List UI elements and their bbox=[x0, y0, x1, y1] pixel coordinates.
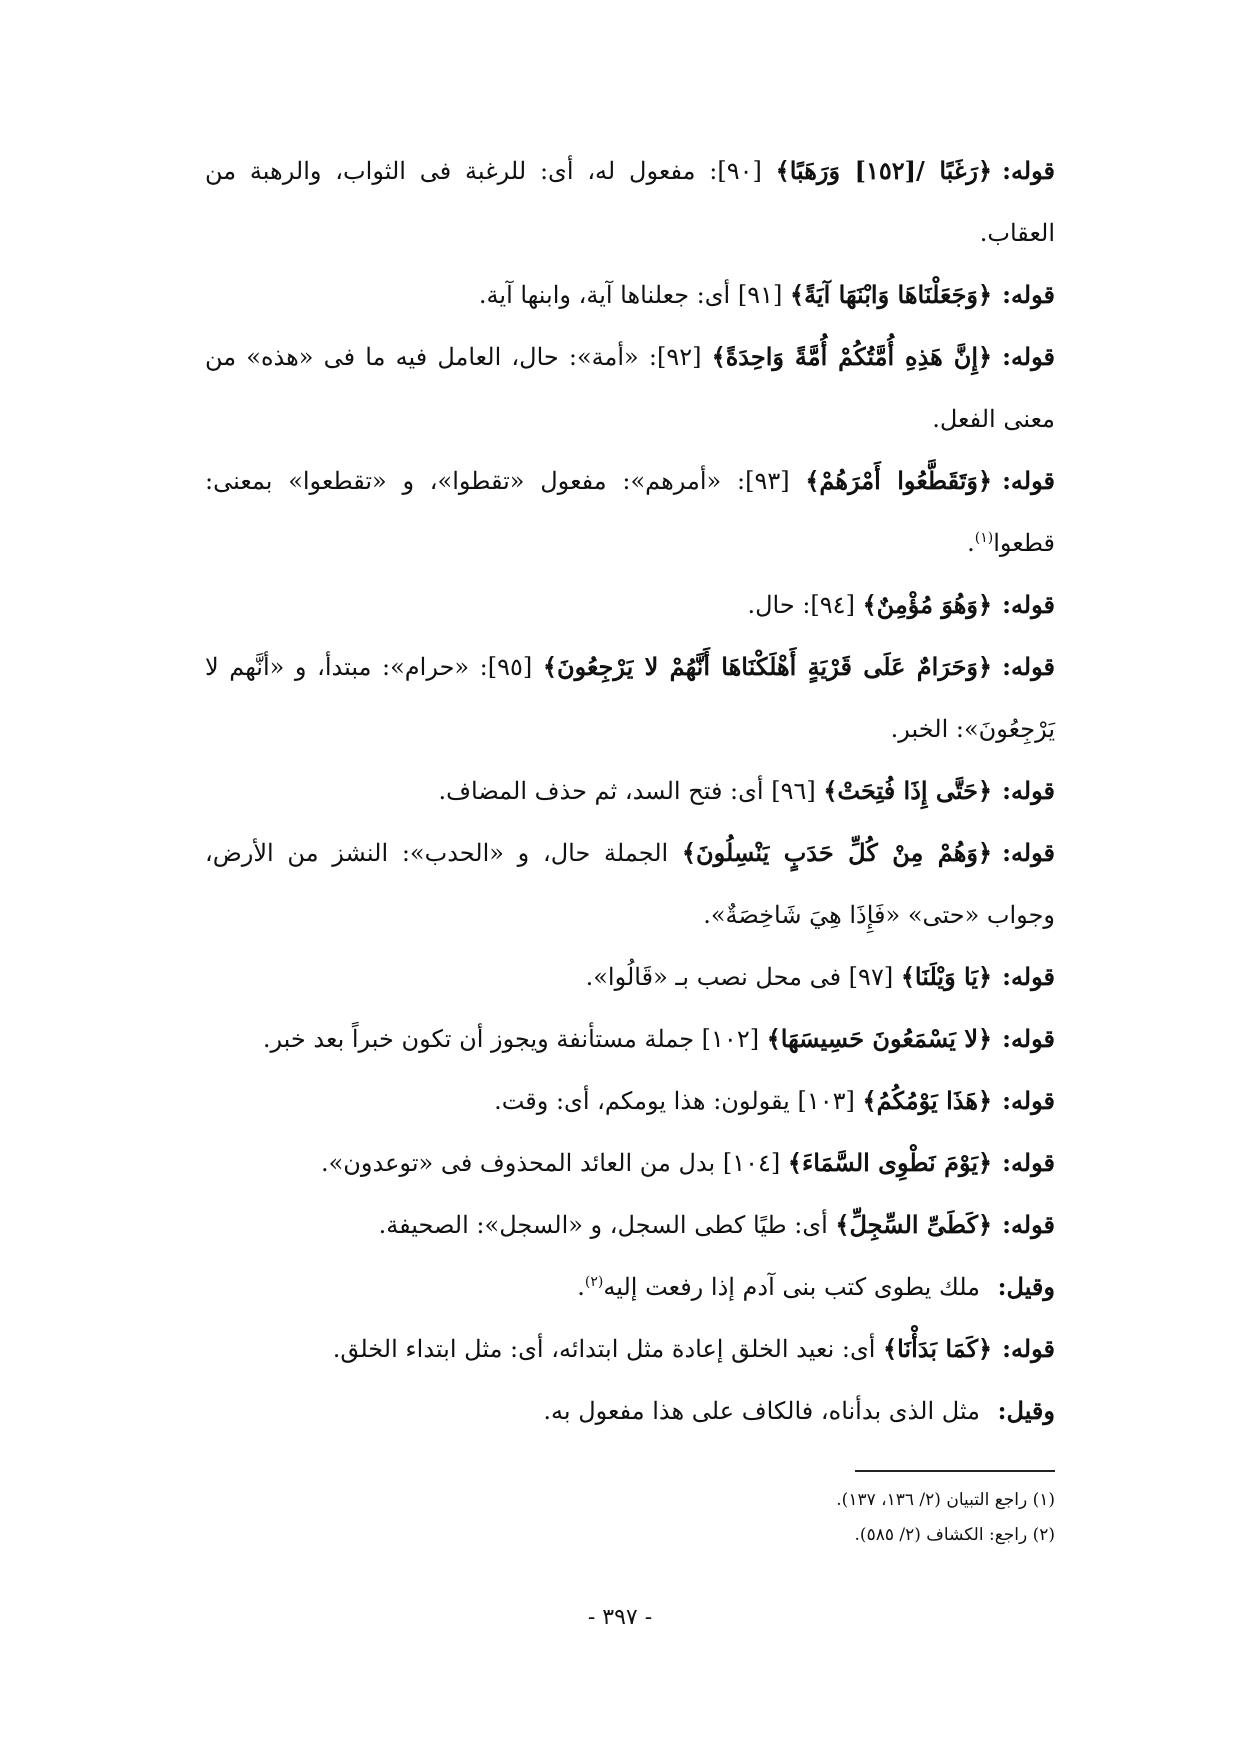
quran-quote: ﴿رَغَبًا /[١٥٢] وَرَهَبًا﴾ bbox=[775, 156, 993, 185]
entry-text: [٩٦] أى: فتح السد، ثم حذف المضاف. bbox=[438, 777, 824, 805]
entry-label: وقيل: bbox=[997, 1396, 1055, 1425]
entry bbox=[205, 1070, 1055, 1132]
quran-quote: ﴿وَجَعَلْنَاهَا وَابْنَهَا آيَةً﴾ bbox=[790, 280, 993, 309]
entry-text: الجملة حال، و «الحدب»: النشز من الأرض، وجواب «حتى» «فَإِذَا هِيَ شَاخِصَةٌ». bbox=[205, 839, 1055, 929]
quran-quote: ﴿هَذَا يَوْمُكُمُ﴾ bbox=[862, 1086, 993, 1115]
quran-quote: ﴿يَا وَيْلَنَا﴾ bbox=[900, 962, 993, 991]
quran-quote: ﴿وَتَقَطَّعُوا أَمْرَهُمْ﴾ bbox=[805, 466, 993, 495]
entry-label: قوله: bbox=[1002, 1334, 1055, 1363]
entry-label: قوله: bbox=[1002, 342, 1055, 371]
main-text bbox=[205, 140, 1055, 1442]
quran-quote: ﴿وَحَرَامٌ عَلَى قَرْيَةٍ أَهْلَكْنَاهَا أَنَّهُمْ لا يَرْجِعُونَ﴾ bbox=[542, 652, 993, 681]
quran-quote: ﴿كَمَا بَدَأْنَا﴾ bbox=[883, 1334, 993, 1363]
entry-text: [٩١] أى: جعلناها آية، وابنها آية. bbox=[478, 281, 790, 309]
entry-text: [٩٥]: «حرام»: مبتدأ، و «أنَّهم لا يَرْجِعُونَ»: الخبر. bbox=[205, 653, 1055, 743]
entry-text: [٩٧] فى محل نصب بـ «قَالُوا». bbox=[585, 963, 901, 991]
entry-text: [٩٢]: «أمة»: حال، العامل فيه ما فى «هذه» من معنى الفعل. bbox=[205, 343, 1055, 433]
entry bbox=[205, 822, 1055, 946]
entry-label: وقيل: bbox=[997, 1272, 1055, 1301]
quran-quote: ﴿كَطَىِّ السِّجِلِّ﴾ bbox=[835, 1210, 993, 1239]
footnote: (١) راجع التبيان (٢/ ١٣٦، ١٣٧). bbox=[836, 1490, 1055, 1510]
footnote-divider bbox=[855, 1470, 1055, 1472]
entry-label: قوله: bbox=[1002, 280, 1055, 309]
page-number: - ٣٩٧ - bbox=[587, 1605, 653, 1630]
entry-label: قوله: bbox=[1002, 1086, 1055, 1115]
entry-label: قوله: bbox=[1002, 590, 1055, 619]
entry-tail: . bbox=[967, 529, 975, 557]
entry bbox=[205, 1318, 1055, 1380]
entry-text: [٩٣]: «أمرهم»: مفعول «تقطوا»، و «تقطعوا» بمعنى: قطعوا bbox=[205, 467, 1055, 557]
footnote-ref: (١) bbox=[974, 530, 994, 546]
entry bbox=[205, 1380, 1055, 1442]
entry bbox=[205, 1008, 1055, 1070]
entry bbox=[205, 946, 1055, 1008]
entry bbox=[205, 1194, 1055, 1256]
entry-text: مثل الذى بدأناه، فالكاف على هذا مفعول به. bbox=[543, 1397, 988, 1425]
entry bbox=[205, 574, 1055, 636]
quran-quote: ﴿لا يَسْمَعُونَ حَسِيسَهَا﴾ bbox=[766, 1024, 993, 1053]
entry-text: ملك يطوى كتب بنى آدم إذا رفعت إليه bbox=[603, 1273, 988, 1301]
entry bbox=[205, 760, 1055, 822]
entry-text: [٩٤]: حال. bbox=[747, 591, 863, 619]
entry-text: [١٠٢] جملة مستأنفة ويجوز أن تكون خبراً بعد خبر. bbox=[262, 1025, 767, 1053]
footnote: (٢) راجع: الكشاف (٢/ ٥٨٥). bbox=[854, 1525, 1055, 1545]
quran-quote: ﴿حَتَّى إِذَا فُتِحَتْ﴾ bbox=[823, 776, 993, 805]
entry-label: قوله: bbox=[1002, 466, 1055, 495]
quran-quote: ﴿وَهُمْ مِنْ كُلِّ حَدَبٍ يَنْسِلُونَ﴾ bbox=[681, 838, 993, 867]
quran-quote: ﴿وَهُوَ مُؤْمِنٌ﴾ bbox=[862, 590, 993, 619]
quran-quote: ﴿يَوْمَ نَطْوِى السَّمَاءَ﴾ bbox=[787, 1148, 993, 1177]
entry bbox=[205, 1132, 1055, 1194]
entry-label: قوله: bbox=[1002, 838, 1055, 867]
entry-label: قوله: bbox=[1002, 1024, 1055, 1053]
entry-text: [٩٠]: مفعول له، أى: للرغبة فى الثواب، والرهبة من العقاب. bbox=[205, 157, 1055, 247]
entry bbox=[205, 140, 1055, 264]
quran-quote: ﴿إِنَّ هَذِهِ أُمَّتُكُمْ أُمَّةً وَاحِدَةً﴾ bbox=[711, 342, 993, 371]
entry-label: قوله: bbox=[1002, 156, 1055, 185]
entry-label: قوله: bbox=[1002, 776, 1055, 805]
entry-text: [١٠٣] يقولون: هذا يومكم، أى: وقت. bbox=[494, 1087, 863, 1115]
entry-label: قوله: bbox=[1002, 652, 1055, 681]
footnote-ref: (٢) bbox=[584, 1274, 604, 1290]
entry bbox=[205, 1256, 1055, 1318]
entry-text: [١٠٤] بدل من العائد المحذوف فى «توعدون». bbox=[320, 1149, 788, 1177]
entry bbox=[205, 450, 1055, 574]
entry-tail: . bbox=[577, 1273, 585, 1301]
entry bbox=[205, 326, 1055, 450]
entry bbox=[205, 636, 1055, 760]
entry bbox=[205, 264, 1055, 326]
entry-text: أى: طيًا كطى السجل، و «السجل»: الصحيفة. bbox=[378, 1211, 836, 1239]
entry-label: قوله: bbox=[1002, 1148, 1055, 1177]
entry-text: أى: نعيد الخلق إعادة مثل ابتدائه، أى: مثل ابتداء الخلق. bbox=[332, 1335, 884, 1363]
entry-label: قوله: bbox=[1002, 1210, 1055, 1239]
entry-label: قوله: bbox=[1002, 962, 1055, 991]
